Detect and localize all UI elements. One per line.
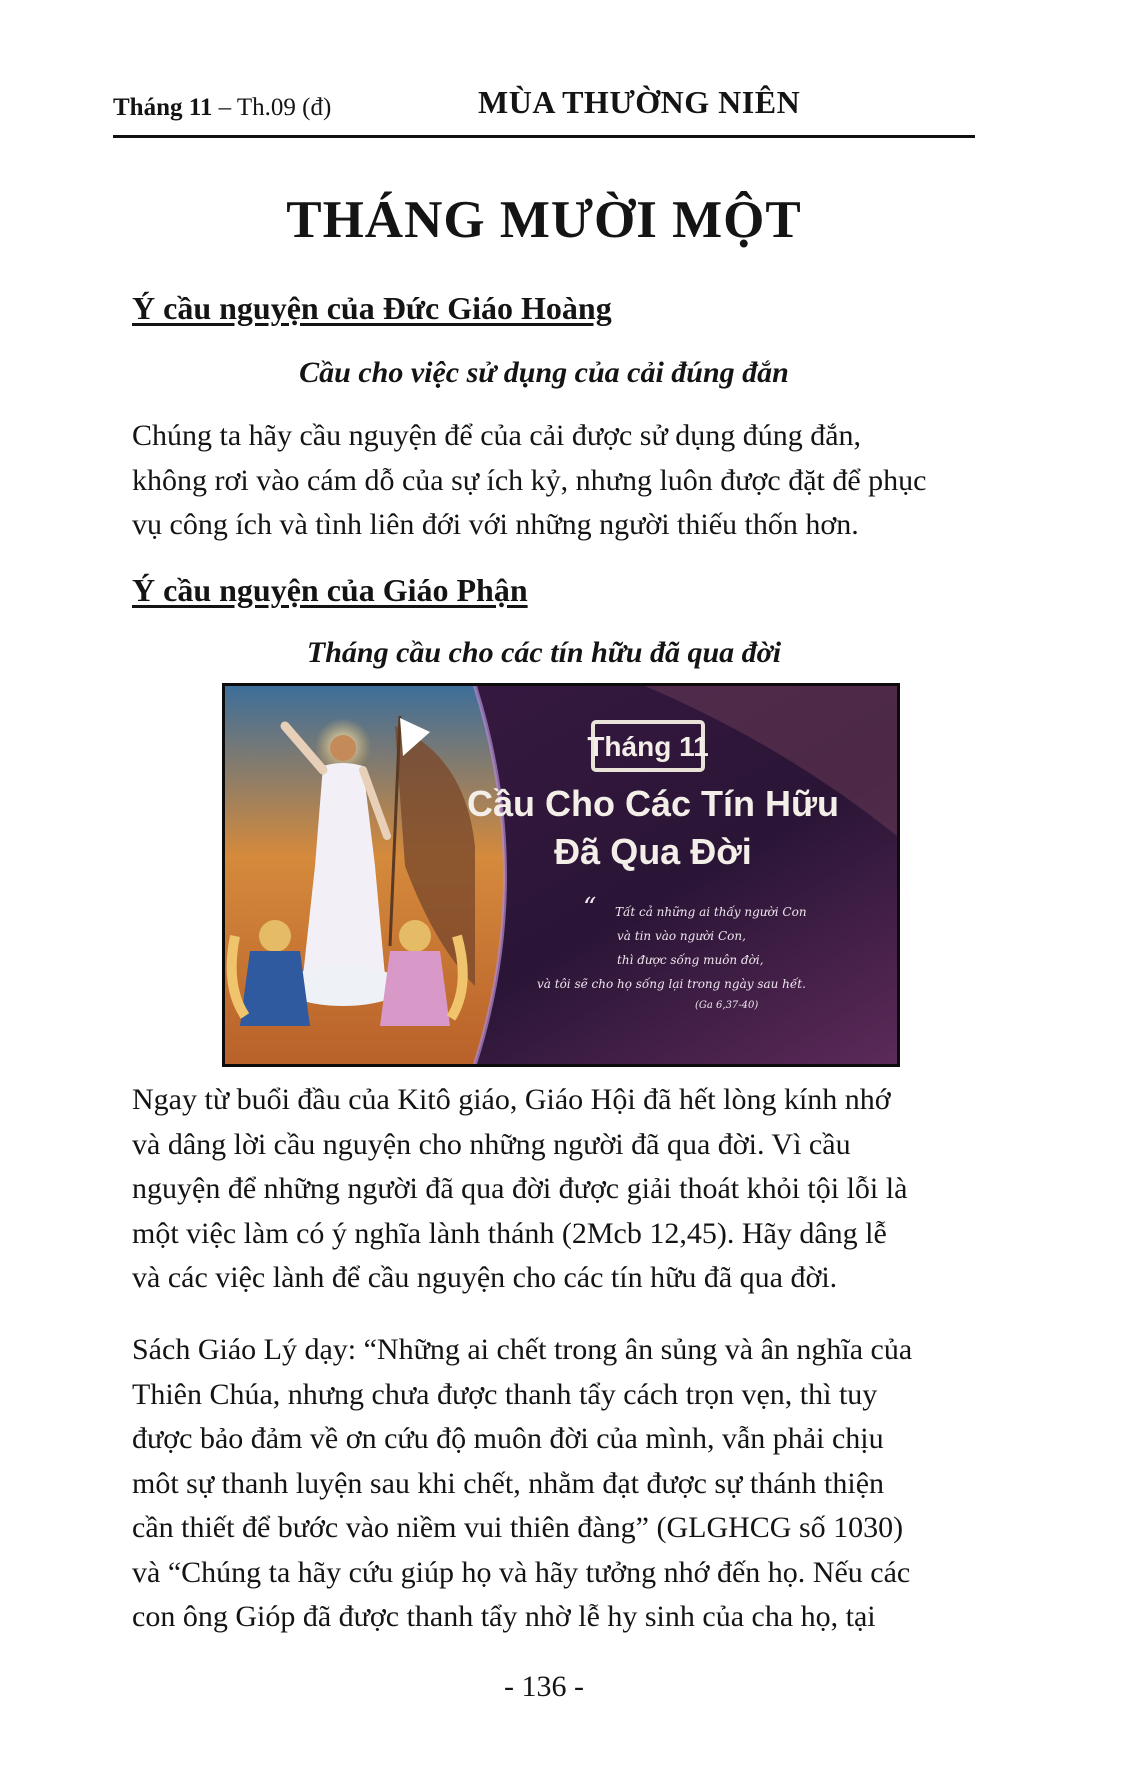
- diocese-intention-heading: Ý cầu nguyện của Giáo Phận: [132, 572, 528, 608]
- paragraph-catechism: [132, 1328, 996, 1640]
- season-label: MÙA THƯỜNG NIÊN: [478, 84, 801, 120]
- page-number: - 136 -: [504, 1670, 584, 1703]
- text-line: và dâng lời cầu nguyện cho những người đã qua đời. Vì cầu: [132, 1127, 851, 1161]
- text-line: môt sự thanh luyện sau khi chết, nhằm đạt được sự thánh thiện: [132, 1466, 885, 1500]
- angel-right: [380, 951, 450, 1026]
- banner-subtitle-2: Đã Qua Đời: [554, 831, 752, 872]
- text-line: và các việc lành để cầu nguyện cho các tín hữu đã qua đời.: [132, 1261, 838, 1294]
- banner-title: Tháng 11: [587, 731, 709, 762]
- quote-line: và tin vào người Con,: [617, 929, 746, 943]
- text-line: nguyện để những người đã qua đời được giải thoát khỏi tội lỗi là: [132, 1172, 908, 1205]
- header-rule: [113, 135, 975, 138]
- quote-mark: “: [583, 893, 597, 923]
- chapter-title: THÁNG MƯỜI MỘT: [286, 191, 802, 249]
- paragraph-history: [132, 1078, 996, 1301]
- text-line: không rơi vào cám dỗ của sự ích kỷ, nhưng luôn được đặt để phục: [132, 463, 927, 497]
- banner-subtitle-1: Cầu Cho Các Tín Hữu: [466, 783, 840, 824]
- resurrection-banner-image: [222, 683, 900, 1067]
- text-line: Ngay từ buổi đầu của Kitô giáo, Giáo Hội đã hết lòng kính nhớ: [132, 1083, 891, 1116]
- angel-left: [240, 951, 310, 1026]
- banner-illustration: [225, 686, 897, 1064]
- diocese-intention-subheading: Tháng cầu cho các tín hữu đã qua đời: [306, 636, 782, 669]
- quote-reference: (Ga 6,37-40): [695, 1000, 759, 1011]
- text-line: vụ công ích và tình liên đới với những người thiếu thốn hơn.: [132, 508, 859, 541]
- date-label: – Th.09 (đ): [212, 94, 332, 121]
- quote-line: Tất cả những ai thấy người Con: [615, 905, 807, 919]
- text-line: Thiên Chúa, nhưng chưa được thanh tẩy cách trọn vẹn, thì tuy: [132, 1377, 878, 1411]
- text-line: cần thiết để bước vào niềm vui thiên đàng” (GLGHCG số 1030): [132, 1511, 904, 1544]
- pope-intention-text: [132, 414, 996, 548]
- pope-intention-heading: Ý cầu nguyện của Đức Giáo Hoàng: [132, 290, 612, 326]
- quote-line: và tôi sẽ cho họ sống lại trong ngày sau hết.: [537, 977, 806, 991]
- text-line: Sách Giáo Lý dạy: “Những ai chết trong ân sủng và ân nghĩa của: [132, 1333, 913, 1366]
- month-label: Tháng 11: [113, 94, 213, 121]
- text-line: và “Chúng ta hãy cứu giúp họ và hãy tưởng nhớ đến họ. Nếu các: [132, 1555, 911, 1589]
- text-line: Chúng ta hãy cầu nguyện để của cải được sử dụng đúng đắn,: [132, 419, 862, 452]
- running-head-left: [113, 94, 331, 122]
- text-line: con ông Gióp đã được thanh tẩy nhờ lễ hy sinh của cha họ, tại: [132, 1600, 876, 1633]
- quote-line: thì được sống muôn đời,: [617, 953, 764, 967]
- running-head: [113, 84, 975, 134]
- text-line: một việc làm có ý nghĩa lành thánh (2Mcb 12,45). Hãy dâng lễ: [132, 1216, 887, 1250]
- pope-intention-subheading: Cầu cho việc sử dụng của cải đúng đắn: [299, 356, 789, 389]
- text-line: được bảo đảm về ơn cứu độ muôn đời của mình, vẫn phải chịu: [132, 1422, 884, 1455]
